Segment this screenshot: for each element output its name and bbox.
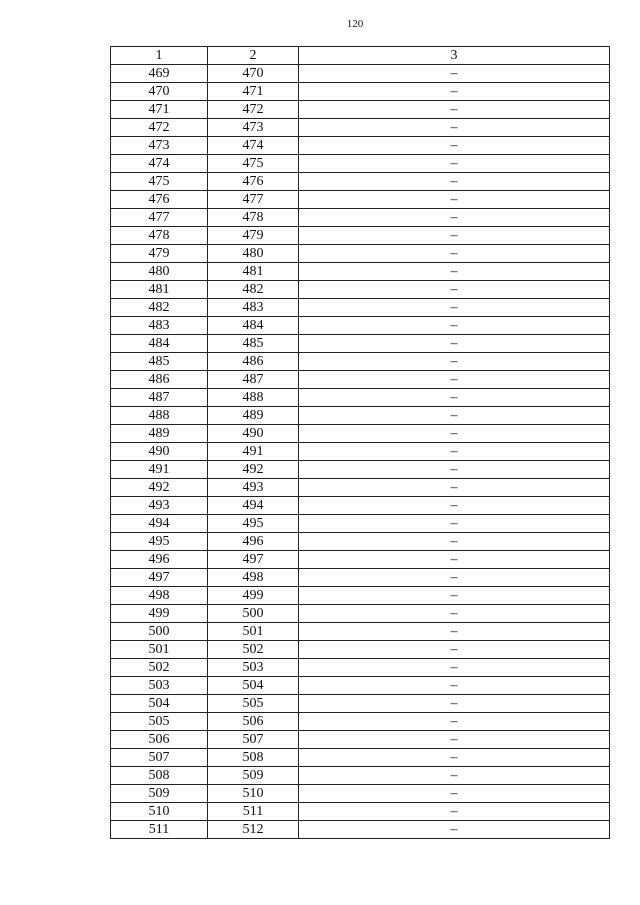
table-cell-col-2: 501 bbox=[208, 623, 299, 641]
table-row bbox=[111, 281, 610, 299]
table-cell-col-1: 469 bbox=[111, 65, 208, 83]
table-row bbox=[111, 119, 610, 137]
table-cell-col-3: – bbox=[299, 641, 610, 659]
table-cell-col-3: – bbox=[299, 713, 610, 731]
table-row bbox=[111, 749, 610, 767]
table-cell-col-1: 482 bbox=[111, 299, 208, 317]
table-cell-col-1: 506 bbox=[111, 731, 208, 749]
table-cell-col-3: – bbox=[299, 209, 610, 227]
table-cell-col-1: 511 bbox=[111, 821, 208, 839]
table-cell-col-2: 498 bbox=[208, 569, 299, 587]
table-row bbox=[111, 497, 610, 515]
table-cell-col-3: – bbox=[299, 569, 610, 587]
table-cell-col-1: 498 bbox=[111, 587, 208, 605]
table-cell-col-1: 504 bbox=[111, 695, 208, 713]
table-cell-col-3: – bbox=[299, 281, 610, 299]
table-row bbox=[111, 731, 610, 749]
table-cell-col-1: 475 bbox=[111, 173, 208, 191]
table-cell-col-2: 503 bbox=[208, 659, 299, 677]
table-cell-col-2: 504 bbox=[208, 677, 299, 695]
table-cell-col-3: – bbox=[299, 155, 610, 173]
table-cell-col-1: 507 bbox=[111, 749, 208, 767]
table-cell-col-1: 505 bbox=[111, 713, 208, 731]
table-cell-col-3: – bbox=[299, 371, 610, 389]
table-cell-col-1: 491 bbox=[111, 461, 208, 479]
table-cell-col-3: – bbox=[299, 551, 610, 569]
table-cell-col-1: 489 bbox=[111, 425, 208, 443]
table-cell-col-1: 486 bbox=[111, 371, 208, 389]
table-cell-col-3: – bbox=[299, 461, 610, 479]
table-cell-col-2: 472 bbox=[208, 101, 299, 119]
table-cell-col-2: 506 bbox=[208, 713, 299, 731]
table-cell-col-1: 483 bbox=[111, 317, 208, 335]
table-row bbox=[111, 623, 610, 641]
table-cell-col-1: 476 bbox=[111, 191, 208, 209]
table-cell-col-1: 481 bbox=[111, 281, 208, 299]
table-cell-col-3: – bbox=[299, 785, 610, 803]
table-cell-col-2: 485 bbox=[208, 335, 299, 353]
column-header-3: 3 bbox=[299, 47, 610, 65]
table-cell-col-2: 493 bbox=[208, 479, 299, 497]
page-number: 120 bbox=[346, 18, 364, 30]
table-row bbox=[111, 515, 610, 533]
table-cell-col-3: – bbox=[299, 677, 610, 695]
table-cell-col-2: 471 bbox=[208, 83, 299, 101]
column-header-1: 1 bbox=[111, 47, 208, 65]
table-cell-col-2: 500 bbox=[208, 605, 299, 623]
table-row bbox=[111, 641, 610, 659]
table-cell-col-1: 477 bbox=[111, 209, 208, 227]
table-cell-col-1: 509 bbox=[111, 785, 208, 803]
table-row bbox=[111, 677, 610, 695]
table-row bbox=[111, 155, 610, 173]
table-cell-col-2: 497 bbox=[208, 551, 299, 569]
table-cell-col-1: 478 bbox=[111, 227, 208, 245]
table-row bbox=[111, 173, 610, 191]
table-row bbox=[111, 245, 610, 263]
table-cell-col-2: 489 bbox=[208, 407, 299, 425]
table-cell-col-3: – bbox=[299, 533, 610, 551]
table-cell-col-3: – bbox=[299, 767, 610, 785]
table-cell-col-3: – bbox=[299, 83, 610, 101]
table-row bbox=[111, 353, 610, 371]
table-cell-col-3: – bbox=[299, 443, 610, 461]
table-cell-col-2: 491 bbox=[208, 443, 299, 461]
table-cell-col-1: 499 bbox=[111, 605, 208, 623]
table-row bbox=[111, 299, 610, 317]
table-cell-col-3: – bbox=[299, 389, 610, 407]
table-cell-col-1: 495 bbox=[111, 533, 208, 551]
table-cell-col-3: – bbox=[299, 407, 610, 425]
table-row bbox=[111, 785, 610, 803]
table-row bbox=[111, 65, 610, 83]
table-cell-col-2: 512 bbox=[208, 821, 299, 839]
table-cell-col-1: 470 bbox=[111, 83, 208, 101]
table-row bbox=[111, 425, 610, 443]
table-cell-col-3: – bbox=[299, 821, 610, 839]
table-cell-col-3: – bbox=[299, 263, 610, 281]
table-cell-col-2: 510 bbox=[208, 785, 299, 803]
table-cell-col-1: 474 bbox=[111, 155, 208, 173]
table-cell-col-3: – bbox=[299, 173, 610, 191]
table-cell-col-1: 510 bbox=[111, 803, 208, 821]
table-cell-col-1: 497 bbox=[111, 569, 208, 587]
table-cell-col-2: 474 bbox=[208, 137, 299, 155]
table-cell-col-3: – bbox=[299, 335, 610, 353]
table-row bbox=[111, 83, 610, 101]
table-cell-col-2: 476 bbox=[208, 173, 299, 191]
column-header-2: 2 bbox=[208, 47, 299, 65]
table-cell-col-2: 477 bbox=[208, 191, 299, 209]
table-cell-col-1: 503 bbox=[111, 677, 208, 695]
table-cell-col-2: 478 bbox=[208, 209, 299, 227]
table-row bbox=[111, 803, 610, 821]
table-row bbox=[111, 659, 610, 677]
table-cell-col-3: – bbox=[299, 731, 610, 749]
table-cell-col-2: 490 bbox=[208, 425, 299, 443]
table-cell-col-3: – bbox=[299, 623, 610, 641]
table-header-row bbox=[111, 47, 610, 65]
table-cell-col-1: 480 bbox=[111, 263, 208, 281]
table-cell-col-3: – bbox=[299, 587, 610, 605]
table-cell-col-2: 495 bbox=[208, 515, 299, 533]
table-cell-col-2: 486 bbox=[208, 353, 299, 371]
table-cell-col-1: 502 bbox=[111, 659, 208, 677]
table-cell-col-1: 485 bbox=[111, 353, 208, 371]
table-cell-col-2: 509 bbox=[208, 767, 299, 785]
table-cell-col-1: 488 bbox=[111, 407, 208, 425]
table-cell-col-3: – bbox=[299, 803, 610, 821]
table-cell-col-2: 479 bbox=[208, 227, 299, 245]
table-cell-col-3: – bbox=[299, 353, 610, 371]
table-row bbox=[111, 371, 610, 389]
table-row bbox=[111, 137, 610, 155]
table-cell-col-1: 484 bbox=[111, 335, 208, 353]
table-cell-col-2: 499 bbox=[208, 587, 299, 605]
table-cell-col-3: – bbox=[299, 497, 610, 515]
table-cell-col-2: 481 bbox=[208, 263, 299, 281]
table-row bbox=[111, 209, 610, 227]
table-cell-col-1: 501 bbox=[111, 641, 208, 659]
table-cell-col-1: 508 bbox=[111, 767, 208, 785]
table-row bbox=[111, 461, 610, 479]
table-row bbox=[111, 695, 610, 713]
table-cell-col-1: 496 bbox=[111, 551, 208, 569]
table-cell-col-2: 483 bbox=[208, 299, 299, 317]
table-row bbox=[111, 767, 610, 785]
table-cell-col-2: 470 bbox=[208, 65, 299, 83]
table-cell-col-2: 496 bbox=[208, 533, 299, 551]
table-cell-col-1: 473 bbox=[111, 137, 208, 155]
table-cell-col-3: – bbox=[299, 317, 610, 335]
table-cell-col-2: 484 bbox=[208, 317, 299, 335]
data-table bbox=[110, 46, 610, 839]
table-cell-col-3: – bbox=[299, 605, 610, 623]
table-cell-col-3: – bbox=[299, 191, 610, 209]
table-cell-col-3: – bbox=[299, 425, 610, 443]
table-cell-col-3: – bbox=[299, 137, 610, 155]
table-cell-col-2: 480 bbox=[208, 245, 299, 263]
table-cell-col-2: 482 bbox=[208, 281, 299, 299]
table-cell-col-2: 494 bbox=[208, 497, 299, 515]
table-cell-col-3: – bbox=[299, 227, 610, 245]
table-cell-col-2: 492 bbox=[208, 461, 299, 479]
table-cell-col-2: 502 bbox=[208, 641, 299, 659]
table-row bbox=[111, 389, 610, 407]
table-row bbox=[111, 317, 610, 335]
table-row bbox=[111, 443, 610, 461]
table-row bbox=[111, 263, 610, 281]
table-cell-col-1: 471 bbox=[111, 101, 208, 119]
table-cell-col-1: 487 bbox=[111, 389, 208, 407]
table-cell-col-3: – bbox=[299, 245, 610, 263]
table-cell-col-3: – bbox=[299, 659, 610, 677]
table-row bbox=[111, 191, 610, 209]
table-cell-col-3: – bbox=[299, 299, 610, 317]
table-cell-col-2: 473 bbox=[208, 119, 299, 137]
table-cell-col-2: 487 bbox=[208, 371, 299, 389]
table-body bbox=[111, 65, 610, 839]
table-row bbox=[111, 551, 610, 569]
table-row bbox=[111, 569, 610, 587]
table-cell-col-1: 490 bbox=[111, 443, 208, 461]
table-cell-col-3: – bbox=[299, 515, 610, 533]
table-row bbox=[111, 533, 610, 551]
table-cell-col-1: 500 bbox=[111, 623, 208, 641]
table-row bbox=[111, 479, 610, 497]
table-cell-col-1: 472 bbox=[111, 119, 208, 137]
table-row bbox=[111, 407, 610, 425]
table-cell-col-1: 479 bbox=[111, 245, 208, 263]
table-cell-col-3: – bbox=[299, 479, 610, 497]
table-cell-col-2: 511 bbox=[208, 803, 299, 821]
table-cell-col-3: – bbox=[299, 101, 610, 119]
table-row bbox=[111, 821, 610, 839]
table-cell-col-1: 494 bbox=[111, 515, 208, 533]
table-cell-col-3: – bbox=[299, 119, 610, 137]
table-cell-col-1: 493 bbox=[111, 497, 208, 515]
table-cell-col-3: – bbox=[299, 749, 610, 767]
table-cell-col-2: 475 bbox=[208, 155, 299, 173]
table-row bbox=[111, 605, 610, 623]
table-cell-col-2: 508 bbox=[208, 749, 299, 767]
table-row bbox=[111, 101, 610, 119]
table-row bbox=[111, 587, 610, 605]
table-row bbox=[111, 335, 610, 353]
table-cell-col-3: – bbox=[299, 65, 610, 83]
table-row bbox=[111, 227, 610, 245]
table-cell-col-2: 507 bbox=[208, 731, 299, 749]
table-cell-col-2: 488 bbox=[208, 389, 299, 407]
table-row bbox=[111, 713, 610, 731]
table-cell-col-1: 492 bbox=[111, 479, 208, 497]
table-cell-col-3: – bbox=[299, 695, 610, 713]
table-cell-col-2: 505 bbox=[208, 695, 299, 713]
